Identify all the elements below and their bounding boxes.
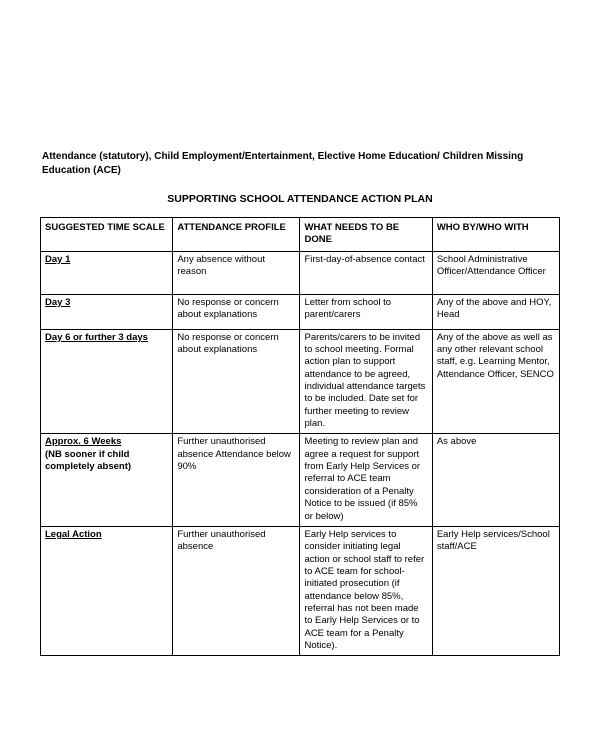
time-scale-label: Approx. 6 Weeks [45,436,122,448]
time-scale-cell [41,251,173,294]
action-cell: Parents/carers to be invited to school meeting. Formal action plan to support attendance to be agreed, individual attendance targets to be included. Date set for further meeting to review plan. [300,329,432,434]
who-cell: As above [432,434,559,526]
action-cell: Letter from school to parent/carers [300,294,432,329]
table-row [41,526,560,655]
page-title: SUPPORTING SCHOOL ATTENDANCE ACTION PLAN [167,193,433,205]
time-scale-cell [41,294,173,329]
column-header-what-needs-done: WHAT NEEDS TO BE DONE [300,218,432,252]
time-scale-cell [41,329,173,434]
time-scale-label: Legal Action [45,528,102,540]
time-scale-label: Day 1 [45,253,71,265]
table-header-row [41,218,560,252]
table-row [41,294,560,329]
action-cell: Meeting to review plan and agree a request for support from Early Help Services or referral to ACE team consideration of a Penalty Notice to be issued (if 85% or below) [300,434,432,526]
time-scale-label: Day 3 [45,296,71,308]
profile-cell: Any absence without reason [173,251,300,294]
action-cell: Early Help services to consider initiating legal action or school staff to refer to ACE team for school- initiated prosecution (if attendance below 85%, referral has not been made to Early Help Services or to ACE team for a Penalty Notice). [300,526,432,655]
time-scale-note: (NB sooner if child completely absent) [45,448,132,473]
who-cell: Any of the above as well as any other relevant school staff, e.g. Learning Mentor, Attendance Officer, SENCO [432,329,559,434]
time-scale-cell [41,434,173,526]
profile-cell: No response or concern about explanations [173,294,300,329]
profile-cell: Further unauthorised absence [173,526,300,655]
column-header-attendance-profile: ATTENDANCE PROFILE [173,218,300,252]
column-header-time-scale: SUGGESTED TIME SCALE [41,218,173,252]
who-cell: School Administrative Officer/Attendance Officer [432,251,559,294]
intro-paragraph: Attendance (statutory), Child Employment/Entertainment, Elective Home Education/ Children Missing Education (ACE) [42,151,524,176]
time-scale-cell [41,526,173,655]
table-row [41,251,560,294]
who-cell: Early Help services/School staff/ACE [432,526,559,655]
attendance-plan-table [40,217,560,656]
profile-cell: Further unauthorised absence Attendance below 90% [173,434,300,526]
table-row [41,434,560,526]
table-row [41,329,560,434]
column-header-who-by: WHO BY/WHO WITH [432,218,559,252]
time-scale-label: Day 6 or further 3 days [45,331,148,343]
profile-cell: No response or concern about explanations [173,329,300,434]
who-cell: Any of the above and HOY, Head [432,294,559,329]
action-cell: First-day-of-absence contact [300,251,432,294]
